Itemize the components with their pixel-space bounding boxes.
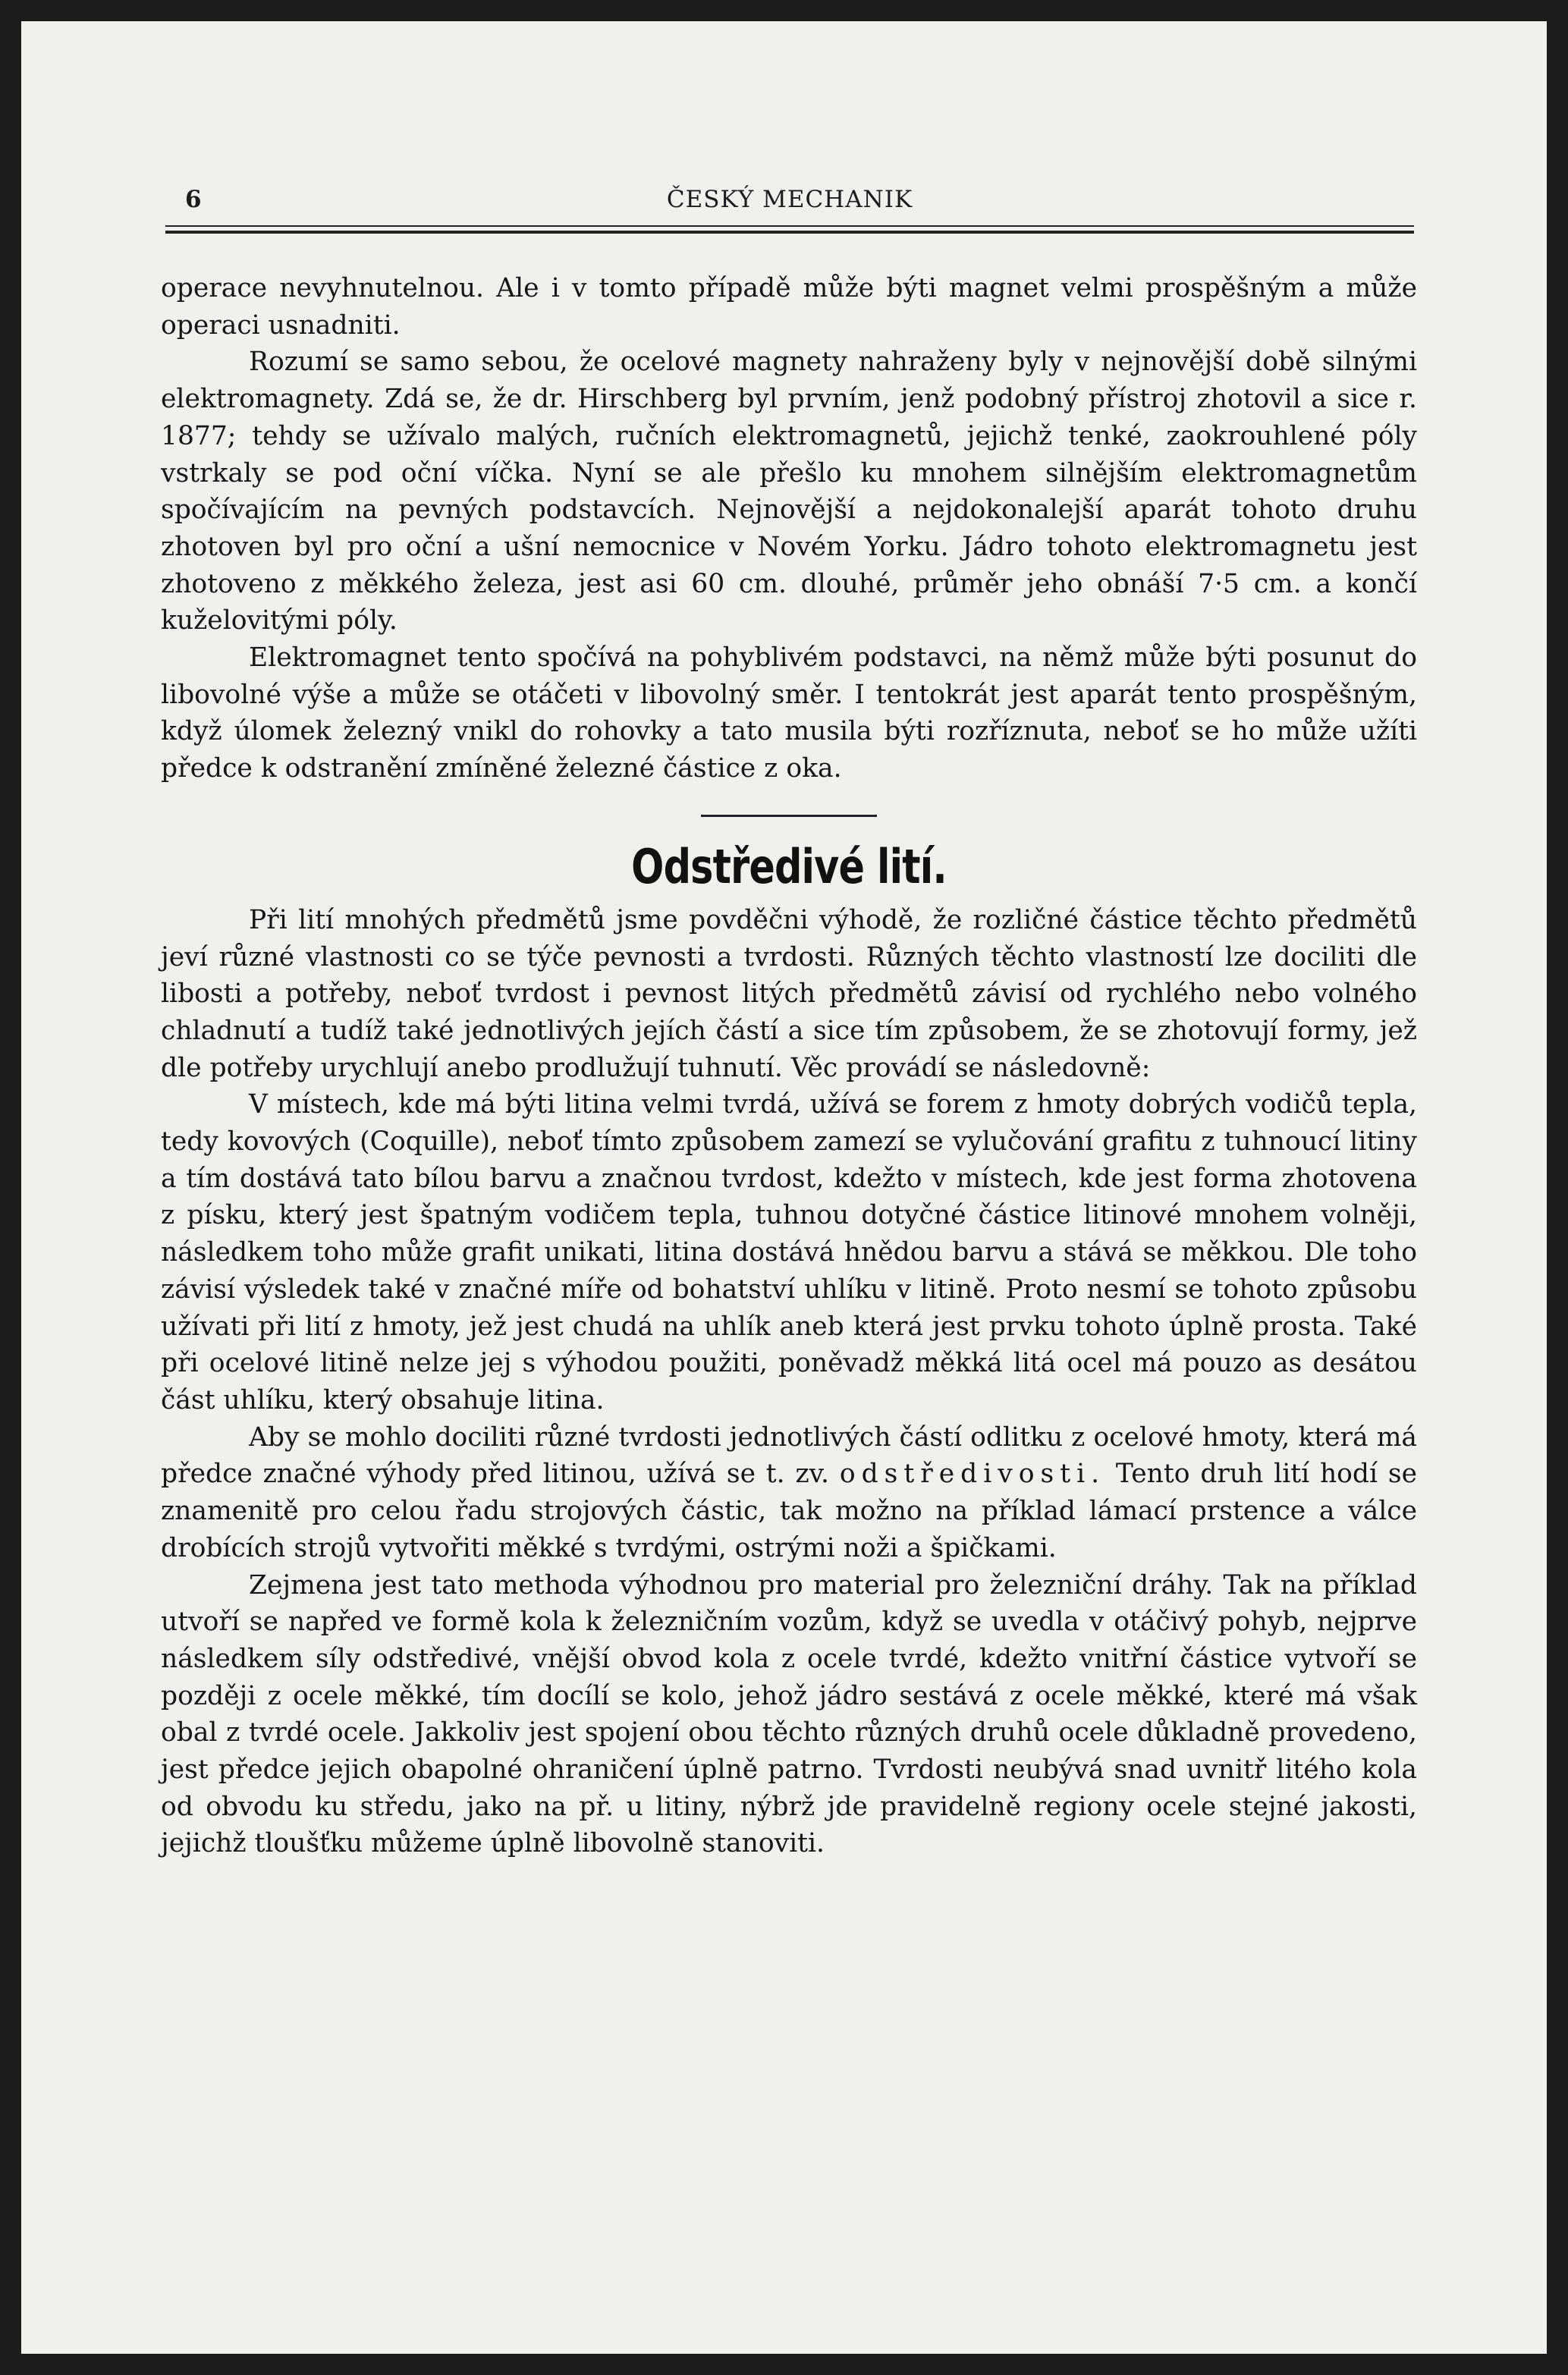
- paragraph: [161, 1419, 1417, 1567]
- paragraph-text: Tento druh lití hodí se znamenitě pro celou řadu strojových částic, tak možno na příklad lámací prstence a válce drobících strojů vytvořiti měkké s tvrdými, ostrými noži a špičkami.: [161, 1459, 1417, 1563]
- header-rule-thick: [165, 231, 1414, 234]
- paragraph: V místech, kde má býti litina velmi tvrdá, užívá se forem z hmoty dobrých vodičů tepla, tedy kovových (Coquille), neboť tímto způsobem zamezí se vylučování grafitu z tuhnoucí litiny a tím dostává tato bílou barvu a značnou tvrdost, kdežto v místech, kde jest forma zhotovena z písku, který jest špatným vodičem tepla, tuhnou dotyčné částice litinové mnohem volněji, následkem toho může grafit unikati, litina dostává hnědou barvu a stává se měkkou. Dle toho závisí výsledek také v značné míře od bohatství uhlíku v litině. Proto nesmí se tohoto způsobu užívati při lití z hmoty, jež jest chudá na uhlík aneb která jest prvku tohoto úplně prosta. Také při ocelové litině nelze jej s výhodou použiti, poněvadž měkká litá ocel má pouzo as desátou část uhlíku, který obsahuje litina.: [161, 1089, 1417, 1415]
- paragraph: Zejmena jest tato methoda výhodnou pro material pro železniční dráhy. Tak na příklad utvoří se napřed ve formě kola k železničním vozům, když se uvedla v otáčivý pohyb, nejprve následkem síly odstředivé, vnější obvod kola z ocele tvrdé, kdežto vnitřní částice vytvoří se později z ocele měkké, tím docílí se kolo, jehož jádro sestává z ocele měkké, které má však obal z tvrdé ocele. Jakkoliv jest spojení obou těchto různých druhů ocele důkladně provedeno, jest předce jejich obapolné ohraničení úplně patrno. Tvrdosti neubývá snad uvnitř litého kola od obvodu ku středu, jako na př. u litiny, nýbrž jde pravidelně regiony ocele stejné jakosti, jejichž tloušťku můžeme úplně libovolně stanoviti.: [161, 1569, 1417, 1859]
- article-body: [161, 270, 1417, 1862]
- page-number: 6: [185, 186, 202, 213]
- paragraph: Rozumí se samo sebou, že ocelové magnety nahraženy byly v nejnovější době silnými elektromagnety. Zdá se, že dr. Hirschberg byl prvním, jenž podobný přístroj zhotovil a sice r. 1877; tehdy se užívalo malých, ručních elektromagnetů, jejichž tenké, zaokrouhlené póly vstrkaly se pod oční víčka. Nyní se ale přešlo ku mnohem silnějším elektromagnetům spočívajícím na pevných podstavcích. Nejnovější a nejdokonalejší aparát tohoto druhu zhotoven byl pro oční a ušní nemocnice v Novém Yorku. Jádro tohoto elektromagnetu jest zhotoveno z měkkého železa, jest asi 60 cm. dlouhé, průměr jeho obnáší 7·5 cm. a končí kuželovitými póly.: [161, 347, 1417, 636]
- paragraph-continued: operace nevyhnutelnou. Ale i v tomto případě může býti magnet velmi prospěšným a může operaci usnadniti.: [161, 273, 1417, 341]
- header-rule-thin: [165, 225, 1414, 227]
- emphasized-term: odstředivosti.: [839, 1459, 1106, 1490]
- paragraph: Elektromagnet tento spočívá na pohyblivém podstavci, na němž může býti posunut do libovolné výše a může se otáčeti v libovolný směr. I tentokrát jest aparát tento prospěšným, když úlomek železný vnikl do rohovky a tato musila býti rozříznuta, neboť se ho může užíti předce k odstranění zmíněné železné částice z oka.: [161, 642, 1417, 784]
- page-header: [165, 186, 1414, 224]
- section-separator: [701, 815, 877, 817]
- running-title: ČESKÝ MECHANIK: [666, 186, 913, 213]
- paragraph-text: Aby se mohlo dociliti různé tvrdosti jednotlivých částí odlitku z ocelové hmoty, která má předce značné výhody před litinou, užívá se t. zv.: [161, 1422, 1417, 1490]
- section-title: Odstředivé lití.: [631, 838, 947, 894]
- paragraph: Při lití mnohých předmětů jsme povděčni výhodě, že rozličné částice těchto předmětů jeví různé vlastnosti co se týče pevnosti a tvrdosti. Různých těchto vlastností lze dociliti dle libosti a potřeby, neboť tvrdost i pevnost litých předmětů závisí od rychlého nebo volného chladnutí a tudíž také jednotlivých jejích částí a sice tím způsobem, že se zhotovují formy, jež dle potřeby urychlují anebo prodlužují tuhnutí. Věc provádí se následovně:: [161, 904, 1417, 1083]
